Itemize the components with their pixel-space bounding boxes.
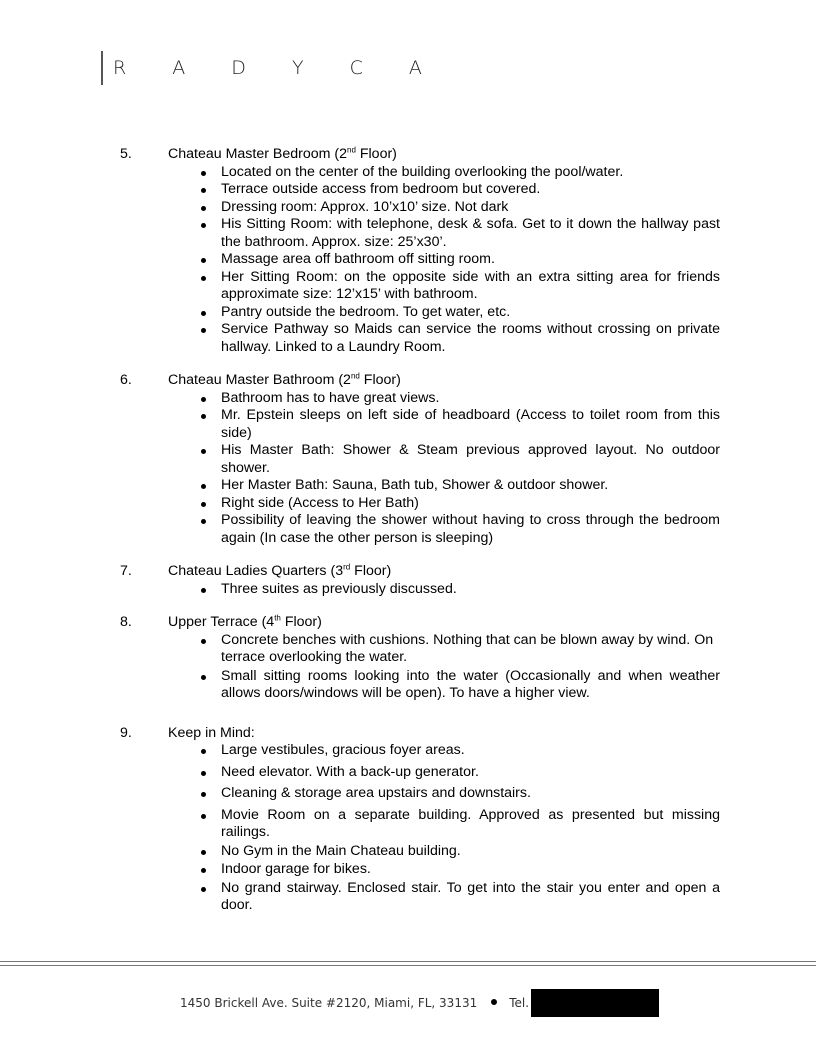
section-title: Chateau Master Bathroom (2nd Floor) (168, 371, 401, 388)
list-item: His Sitting Room: with telephone, desk & sofa. Get to it down the hallway past the bathroom. Approx. size: 25’x30’. (200, 216, 720, 251)
list-item: Pantry outside the bedroom. To get water, etc. (200, 304, 720, 322)
section-heading (120, 146, 720, 164)
list-item: No Gym in the Main Chateau building. (200, 843, 720, 861)
section-ladies-quarters (120, 563, 720, 598)
section-title: Chateau Master Bedroom (2nd Floor) (168, 145, 397, 162)
list-item: Mr. Epstein sleeps on left side of headboard (Access to toilet room from this side) (200, 407, 720, 442)
list-item: Cleaning & storage area upstairs and downstairs. (200, 785, 720, 803)
list-item: Massage area off bathroom off sitting room. (200, 251, 720, 269)
section-title: Keep in Mind: (168, 724, 255, 741)
logo-text: R A D Y C A (113, 57, 442, 79)
section-number: 9. (120, 724, 132, 741)
page-footer (180, 989, 659, 1017)
section-keep-in-mind (120, 725, 720, 915)
section-number: 7. (120, 563, 132, 579)
bullet-list (120, 164, 720, 357)
list-item: Her Sitting Room: on the opposite side with an extra sitting area for friends approximate size: 12’x15’ with bathroom. (200, 269, 720, 304)
list-item: Three suites as previously discussed. (200, 581, 720, 599)
bullet-list (120, 742, 720, 915)
section-heading (120, 372, 720, 390)
list-item: Her Master Bath: Sauna, Bath tub, Shower & outdoor shower. (200, 477, 720, 495)
logo-divider (101, 51, 103, 85)
bullet-list (120, 390, 720, 548)
footer-divider (0, 961, 816, 962)
section-title: Chateau Ladies Quarters (3rd Floor) (168, 562, 392, 579)
section-heading (120, 614, 720, 632)
list-item: Small sitting rooms looking into the water (Occasionally and when weather allows doors/windows will be open). To have a higher view. (200, 668, 720, 703)
list-item: Large vestibules, gracious foyer areas. (200, 742, 720, 760)
section-number: 8. (120, 614, 132, 630)
footer-address: 1450 Brickell Ave. Suite #2120, Miami, FL, 33131 (180, 996, 478, 1010)
list-item: Located on the center of the building overlooking the pool/water. (200, 164, 720, 182)
list-item: Service Pathway so Maids can service the rooms without crossing on private hallway. Linked to a Laundry Room. (200, 321, 720, 356)
company-logo (101, 50, 442, 86)
list-item: Movie Room on a separate building. Approved as presented but missing railings. (200, 807, 720, 842)
section-upper-terrace (120, 614, 720, 703)
bullet-separator-icon (491, 999, 497, 1005)
bullet-list (120, 581, 720, 599)
footer-divider (0, 965, 816, 966)
section-master-bathroom (120, 372, 720, 547)
section-master-bedroom (120, 146, 720, 356)
list-item: Dressing room: Approx. 10’x10’ size. Not dark (200, 199, 720, 217)
list-item: Terrace outside access from bedroom but covered. (200, 181, 720, 199)
list-item: Bathroom has to have great views. (200, 390, 720, 408)
document-body (120, 146, 720, 916)
list-item: Concrete benches with cushions. Nothing that can be blown away by wind. On terrace overlooking the water. (200, 632, 720, 667)
section-number: 5. (120, 146, 132, 162)
list-item: Need elevator. With a back-up generator. (200, 764, 720, 782)
list-item: Indoor garage for bikes. (200, 861, 720, 879)
section-title: Upper Terrace (4th Floor) (168, 613, 322, 630)
redaction-box (531, 989, 659, 1017)
list-item: Right side (Access to Her Bath) (200, 495, 720, 513)
section-heading (120, 563, 720, 581)
bullet-list (120, 632, 720, 703)
footer-tel-label: Tel. (509, 996, 530, 1010)
section-number: 6. (120, 372, 132, 388)
list-item: Possibility of leaving the shower without having to cross through the bedroom again (In case the other person is sleeping) (200, 512, 720, 547)
section-heading (120, 725, 720, 743)
list-item: His Master Bath: Shower & Steam previous approved layout. No outdoor shower. (200, 442, 720, 477)
list-item: No grand stairway. Enclosed stair. To get into the stair you enter and open a door. (200, 880, 720, 915)
